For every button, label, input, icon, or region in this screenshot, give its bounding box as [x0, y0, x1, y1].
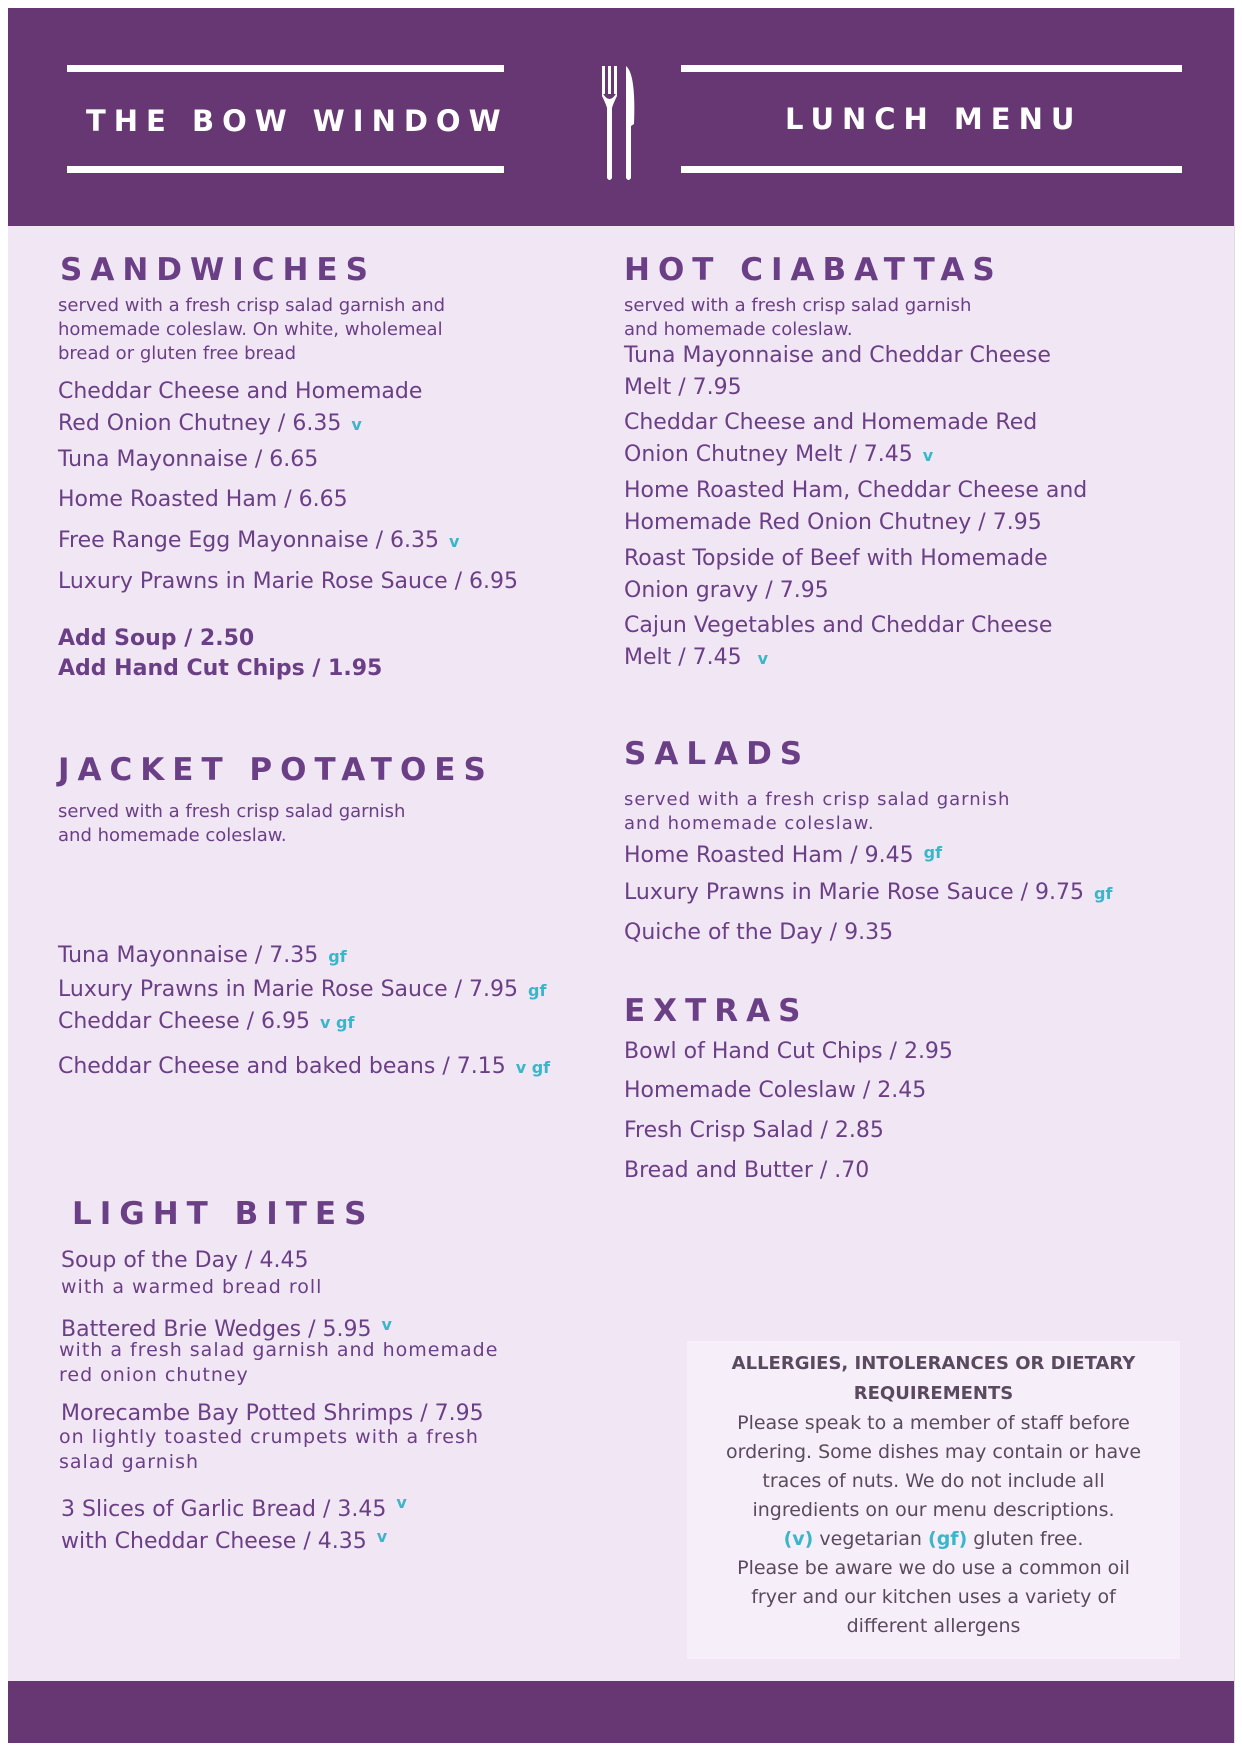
description-line: served with a fresh crisp salad garnish	[624, 789, 1011, 810]
item-subtext	[59, 1425, 479, 1475]
dietary-tag: v	[376, 1527, 388, 1546]
item-text: Home Roasted Ham, Cheddar Cheese and	[624, 478, 1088, 503]
hot-ciabattas-title: HOT CIABATTAS	[624, 252, 1003, 288]
item-text: Home Roasted Ham / 9.45	[624, 843, 914, 868]
item-text: 3 Slices of Garlic Bread / 3.45	[61, 1497, 387, 1522]
light-bites-title: LIGHT BITES	[72, 1196, 375, 1232]
header-rule	[681, 65, 1182, 72]
subtext-line: with a fresh salad garnish and homemade	[59, 1339, 499, 1361]
menu-item	[624, 340, 1051, 404]
dietary-tag: gf	[923, 843, 943, 862]
menu-item	[58, 974, 546, 1007]
allergy-line: different allergens	[846, 1615, 1021, 1637]
header-rule	[67, 65, 504, 72]
item-text: Luxury Prawns in Marie Rose Sauce / 9.75	[624, 880, 1084, 905]
menu-item	[58, 1051, 550, 1084]
menu-item	[624, 837, 942, 872]
allergy-line: ordering. Some dishes may contain or have	[725, 1441, 1142, 1463]
item-text: Cheddar Cheese and Homemade	[58, 379, 423, 404]
item-text: Roast Topside of Beef with Homemade	[624, 546, 1048, 571]
item-text: Battered Brie Wedges / 5.95	[61, 1317, 372, 1342]
header-rule	[67, 166, 504, 173]
extras-title: EXTRAS	[624, 993, 809, 1029]
item-text: Cheddar Cheese and Homemade Red	[624, 410, 1038, 435]
addon-item: Add Hand Cut Chips / 1.95	[58, 656, 383, 681]
addon-item: Add Soup / 2.50	[58, 626, 255, 651]
dietary-tag: gf	[328, 947, 347, 966]
menu-item	[624, 1075, 926, 1107]
salads-description	[624, 788, 1010, 836]
menu-item	[58, 1006, 354, 1039]
gluten-free-key: (gf)	[928, 1528, 968, 1550]
allergy-line: traces of nuts. We do not include all	[762, 1470, 1105, 1492]
dietary-tag: v	[922, 446, 934, 465]
item-text: Luxury Prawns in Marie Rose Sauce / 6.95	[58, 569, 518, 594]
sandwiches-title: SANDWICHES	[60, 252, 376, 288]
menu-item	[61, 1489, 407, 1555]
item-text: Free Range Egg Mayonnaise / 6.35	[58, 528, 440, 553]
allergy-line: ingredients on our menu descriptions.	[752, 1499, 1115, 1521]
subtext-line: red onion chutney	[59, 1364, 249, 1386]
dietary-tag: gf	[1093, 884, 1113, 903]
item-text: Soup of the Day / 4.45	[61, 1248, 309, 1273]
allergy-line: Please speak to a member of staff before	[737, 1412, 1130, 1434]
allergy-title-line: ALLERGIES, INTOLERANCES OR DIETARY	[731, 1353, 1136, 1374]
item-text: Tuna Mayonnaise / 7.35	[58, 943, 319, 968]
item-text: Homemade Coleslaw / 2.45	[624, 1078, 927, 1103]
menu-item	[624, 1155, 869, 1187]
item-text: Cheddar Cheese and baked beans / 7.15	[58, 1054, 506, 1079]
addon-list	[58, 624, 382, 684]
menu-item	[624, 610, 1052, 675]
item-text: Cajun Vegetables and Cheddar Cheese	[624, 613, 1053, 638]
sandwiches-description	[58, 294, 445, 366]
description-line: served with a fresh crisp salad garnish and	[58, 295, 446, 316]
menu-item	[624, 1036, 953, 1068]
menu-item	[58, 566, 518, 598]
item-text: Homemade Red Onion Chutney / 7.95	[624, 510, 1042, 535]
dietary-tag: v	[396, 1493, 407, 1512]
menu-item	[58, 376, 422, 441]
description-line: served with a fresh crisp salad garnish	[624, 295, 972, 316]
menu-item	[58, 444, 318, 476]
dietary-tag: v	[449, 532, 460, 551]
header-rule	[681, 166, 1182, 173]
hot-ciabattas-description	[624, 294, 971, 342]
description-line: and homemade coleslaw.	[58, 825, 287, 846]
jacket-potatoes-title: JACKET POTATOES	[58, 752, 494, 788]
item-text: with Cheddar Cheese / 4.35	[61, 1529, 367, 1554]
allergy-line: Please be aware we do use a common oil	[737, 1557, 1130, 1579]
cutlery-icon	[600, 64, 640, 184]
restaurant-name: THE BOW WINDOW	[86, 104, 509, 138]
menu-item	[58, 525, 459, 558]
dietary-tag: v gf	[515, 1058, 551, 1077]
allergy-notice	[687, 1341, 1180, 1659]
subtext-line: with a warmed bread roll	[61, 1276, 323, 1298]
item-text: Melt / 7.95	[624, 375, 742, 400]
menu-name: LUNCH MENU	[785, 102, 1083, 136]
subtext-line: on lightly toasted crumpets with a fresh	[59, 1426, 479, 1448]
item-text: Tuna Mayonnaise / 6.65	[58, 447, 319, 472]
item-text: Home Roasted Ham / 6.65	[58, 487, 348, 512]
description-line: and homemade coleslaw.	[624, 319, 853, 340]
menu-page	[8, 8, 1235, 1743]
dietary-tag: v gf	[320, 1013, 355, 1032]
subtext-line: salad garnish	[59, 1451, 200, 1473]
gluten-free-key-text: gluten free.	[973, 1528, 1084, 1550]
item-text: Morecambe Bay Potted Shrimps / 7.95	[61, 1401, 484, 1426]
menu-item	[624, 1115, 884, 1147]
menu-item	[58, 940, 347, 973]
jacket-potatoes-description	[58, 800, 405, 848]
item-text: Onion Chutney Melt / 7.45	[624, 442, 913, 467]
item-text: Fresh Crisp Salad / 2.85	[624, 1118, 884, 1143]
dietary-key	[687, 1525, 1180, 1554]
item-text: Luxury Prawns in Marie Rose Sauce / 7.95	[58, 977, 518, 1002]
description-line: served with a fresh crisp salad garnish	[58, 801, 406, 822]
menu-item	[58, 484, 348, 516]
item-text: Quiche of the Day / 9.35	[624, 920, 894, 945]
dietary-tag: v	[351, 415, 362, 434]
menu-item	[61, 1246, 308, 1276]
description-line: bread or gluten free bread	[58, 343, 297, 364]
menu-item	[624, 475, 1087, 539]
allergy-title	[687, 1341, 1180, 1409]
menu-item	[624, 877, 1112, 910]
vegetarian-key: (v)	[783, 1528, 814, 1550]
description-line: homemade coleslaw. On white, wholemeal	[58, 319, 443, 340]
header-banner	[8, 8, 1234, 226]
dietary-tag: v	[757, 649, 769, 668]
menu-item	[624, 543, 1048, 607]
dietary-tag: gf	[527, 981, 547, 1000]
allergy-title-line: REQUIREMENTS	[853, 1383, 1014, 1404]
item-text: Tuna Mayonnaise and Cheddar Cheese	[624, 343, 1051, 368]
item-text: Red Onion Chutney / 6.35	[58, 411, 342, 436]
item-text: Melt / 7.45	[624, 645, 742, 670]
vegetarian-key-text: vegetarian	[819, 1528, 922, 1550]
footer-banner	[8, 1681, 1234, 1743]
item-text: Onion gravy / 7.95	[624, 578, 829, 603]
item-text: Bowl of Hand Cut Chips / 2.95	[624, 1039, 953, 1064]
item-subtext	[61, 1275, 322, 1300]
item-subtext	[59, 1338, 498, 1388]
menu-item	[624, 407, 1037, 472]
allergy-line: fryer and our kitchen uses a variety of	[751, 1586, 1116, 1608]
item-text: Cheddar Cheese / 6.95	[58, 1009, 311, 1034]
salads-title: SALADS	[624, 736, 811, 772]
item-text: Bread and Butter / .70	[624, 1158, 870, 1183]
menu-item	[624, 917, 893, 949]
dietary-tag: v	[381, 1315, 392, 1334]
description-line: and homemade coleslaw.	[624, 813, 875, 834]
